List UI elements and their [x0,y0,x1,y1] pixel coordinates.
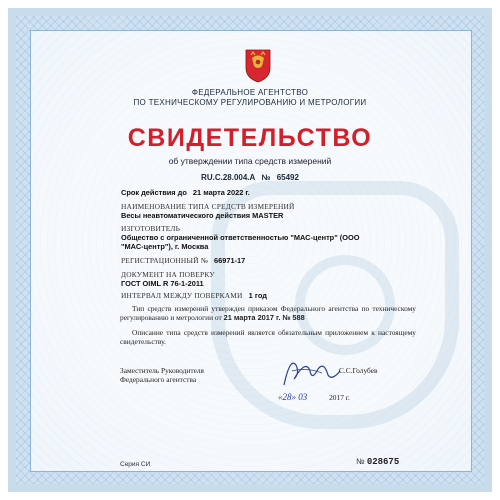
registration-value: 66971-17 [214,256,246,265]
instrument-value: Весы неавтоматического действия MASTER [121,211,284,220]
instrument-block [121,202,416,220]
sign-date-handwritten: «28» 03 [278,392,308,402]
agency-line-2: ПО ТЕХНИЧЕСКОМУ РЕГУЛИРОВАНИЮ И МЕТРОЛОГИИ [133,98,367,107]
verification-label: ДОКУМЕНТ НА ПОВЕРКУ [121,270,215,279]
registration-label: РЕГИСТРАЦИОННЫЙ № [121,256,208,265]
certificate-number [16,173,484,182]
agency-line-1: ФЕДЕРАЛЬНОЕ АГЕНТСТВО [191,88,309,97]
signatory-position [120,366,204,384]
agency-name [16,88,484,108]
document-title: СВИДЕТЕЛЬСТВО [127,124,373,152]
handwritten-signature [276,351,346,391]
certificate-code: RU.C.28.004.A [201,173,256,182]
appendix-paragraph: Описание типа средств измерений является обязательным приложением к настоящему свидетельству. [120,328,416,346]
signatory-position-line-2: Федерального агентства [120,375,197,384]
instrument-label: НАИМЕНОВАНИЕ ТИПА СРЕДСТВ ИЗМЕРЕНИЙ [121,202,295,211]
interval-value: 1 год [248,291,267,300]
interval-label: ИНТЕРВАЛ МЕЖДУ ПОВЕРКАМИ [121,291,243,300]
manufacturer-value: Общество с ограниченной ответственностью "МАС-центр" (ООО "МАС-центр"), г. Москва [121,233,360,251]
validity-label: Срок действия до [121,188,187,197]
signatory-name: С.С.Голубев [339,366,378,375]
series-label: Серия СИ [120,461,151,468]
manufacturer-block [121,224,416,251]
serial-number [356,457,399,467]
guilloche-border [16,16,484,484]
validity-row [121,188,416,197]
serial-number-value: 028675 [366,457,400,467]
approval-paragraph [120,304,416,322]
coat-of-arms-icon [238,44,278,84]
sign-date-year: 2017 г. [329,393,350,402]
validity-value: 21 марта 2022 г. [192,188,250,197]
signatory-position-line-1: Заместитель Руководителя [120,366,204,375]
approval-number-sign: № [282,313,291,322]
certificate-sheet [8,8,492,492]
verification-value: ГОСТ OIML R 76-1-2011 [121,279,204,288]
document-subtitle: об утверждении типа средств измерений [168,156,332,166]
approval-date: 21 марта 2017 г. [223,313,281,322]
registration-row [121,256,416,265]
approval-text: Тип средств измерений утвержден приказом Федерального агентства по техническому регулированию и метрологии от [120,304,416,322]
manufacturer-label: ИЗГОТОВИТЕЛЬ [121,224,181,233]
certificate-number-sign: № [261,173,271,182]
serial-number-sign: № [356,457,365,466]
certificate-number-value: 65492 [276,173,299,182]
verification-block [121,270,416,288]
approval-number: 588 [292,313,305,322]
interval-row [121,291,416,300]
sign-date [278,392,350,402]
